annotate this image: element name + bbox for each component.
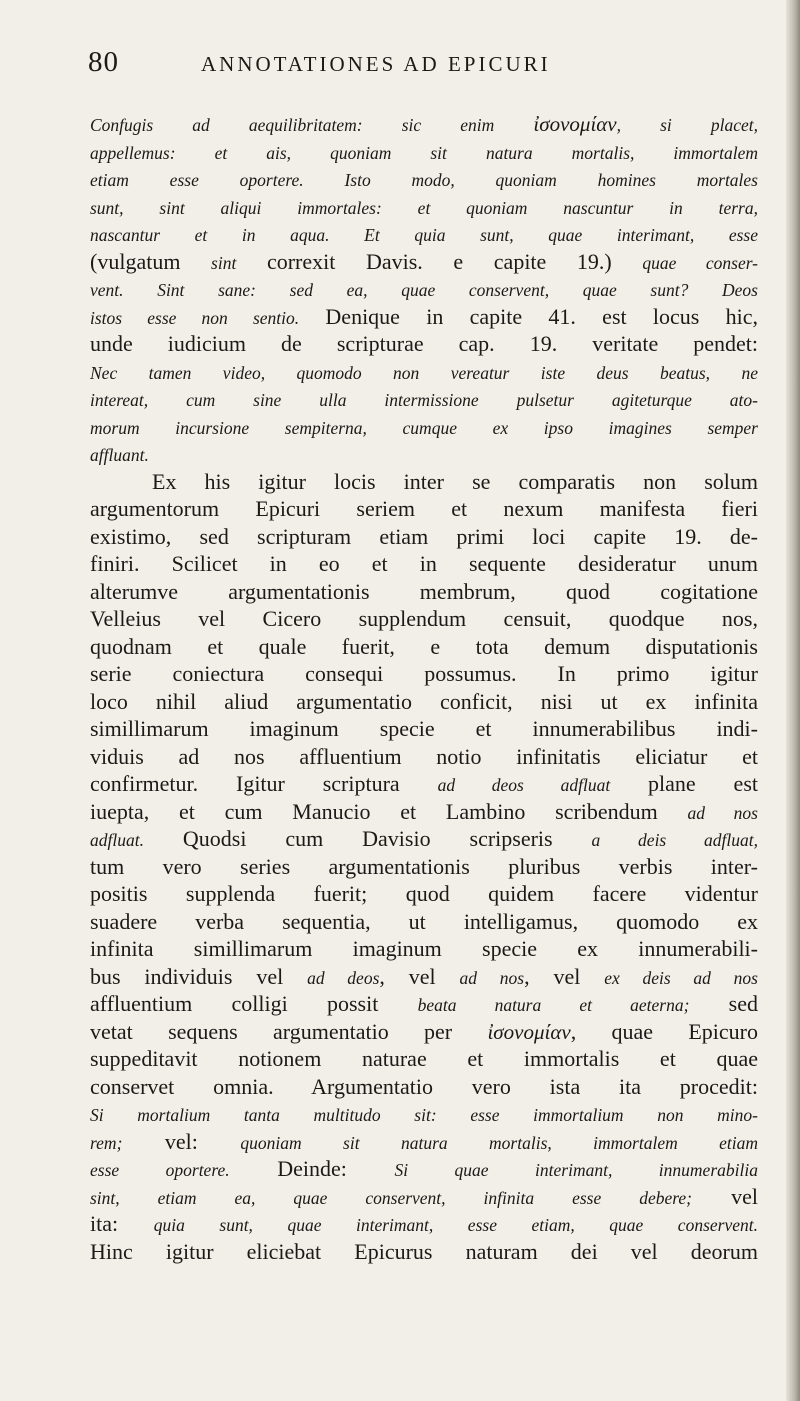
- text-line: [90, 138, 758, 166]
- italic-segment: a deis adfluat,: [591, 830, 758, 850]
- italic-segment: affluant.: [90, 445, 149, 465]
- text-segment: simillimarum imaginum specie et innumerabilibus indi-: [90, 716, 758, 741]
- italic-segment: ex deis ad nos: [604, 967, 758, 988]
- italic-segment: Confugis ad aequilibritatem: sic enim: [90, 115, 534, 135]
- text-segment: (vulgatum: [90, 248, 212, 274]
- text-line: [90, 303, 758, 331]
- text-line: [90, 605, 758, 633]
- italic-segment: etiam esse oportere. Isto modo, quoniam homines mortales: [90, 170, 758, 190]
- text-line: [90, 1045, 758, 1073]
- text-line: [90, 880, 758, 908]
- italic-segment: nascantur et in aqua. Et quia sunt, quae interimant, esse: [90, 225, 758, 245]
- text-line: [90, 468, 758, 496]
- text-line: [90, 413, 758, 441]
- text-line: [90, 908, 758, 936]
- text-line: [90, 660, 758, 688]
- text-line: [90, 743, 758, 771]
- text-segment: bus individuis vel: [90, 963, 308, 989]
- italic-segment: sunt, sint aliqui immortales: et quoniam nascuntur in terra,: [90, 197, 758, 218]
- text-line: [90, 853, 758, 881]
- italic-segment: rem;: [90, 1132, 123, 1153]
- italic-segment: ad deos adfluat: [437, 775, 611, 795]
- text-line: [90, 523, 758, 551]
- italic-segment: , si placet,: [616, 115, 758, 135]
- text-segment: conservet omnia. Argumentatio vero ista ita procedit:: [90, 1073, 758, 1099]
- text-segment: viduis ad nos affluentium notio infinitatis eliciatur et: [90, 743, 758, 769]
- text-line: [90, 495, 758, 523]
- text-segment: suppeditavit notionem naturae et immortalis et quae: [90, 1046, 758, 1071]
- text-segment: Quodsi cum Davisio scripseris: [143, 826, 592, 851]
- text-line: [90, 1210, 758, 1238]
- text-segment: serie coniectura consequi possumus. In primo igitur: [90, 661, 758, 686]
- text-line: [90, 550, 758, 578]
- text-segment: confirmetur. Igitur scriptura: [90, 771, 438, 796]
- italic-segment: ad nos: [459, 967, 525, 988]
- text-line: [90, 633, 758, 661]
- text-segment: iuepta, et cum Manucio et Lambino scribendum: [90, 798, 688, 824]
- text-line: [90, 770, 758, 798]
- text-segment: alterumve argumentationis membrum, quod cogitatione: [90, 578, 758, 604]
- text-line: [90, 1155, 758, 1183]
- italic-segment: sint, etiam ea, quae conservent, infinita esse debere;: [90, 1187, 692, 1208]
- text-segment: infinita simillimarum imaginum specie ex innumerabili-: [90, 936, 758, 961]
- text-line: [90, 165, 758, 193]
- text-line: [90, 358, 758, 386]
- text-line: [90, 825, 758, 853]
- italic-segment: beata natura et aeterna;: [417, 995, 690, 1015]
- text-segment: sed: [689, 991, 759, 1016]
- text-line: [90, 440, 758, 468]
- italic-segment: istos esse non sentio.: [90, 307, 300, 328]
- text-line: [90, 193, 758, 221]
- text-segment: Denique in capite 41. est locus hic,: [299, 303, 758, 329]
- text-line: [90, 248, 758, 276]
- page-number: 80: [88, 46, 119, 78]
- text-segment: , vel: [379, 963, 460, 989]
- body-text: [90, 110, 758, 1265]
- text-line: [90, 578, 758, 606]
- greek-word: ἰσονομίαν: [533, 112, 617, 136]
- italic-segment: sint: [211, 252, 237, 273]
- text-segment: ita:: [90, 1211, 154, 1236]
- italic-segment: quoniam sit natura mortalis, immortalem etiam: [240, 1132, 758, 1153]
- text-segment: , quae Epicuro: [570, 1018, 758, 1044]
- greek-word: ἰσονομίαν: [487, 1019, 571, 1044]
- italic-segment: vent. Sint sane: sed ea, quae conservent, quae sunt? Deos: [90, 280, 758, 300]
- text-segment: vetat sequens argumentatio per: [90, 1018, 488, 1044]
- text-segment: correxit Davis. e capite 19.): [236, 248, 643, 274]
- text-line: [90, 935, 758, 963]
- text-line: [90, 1238, 758, 1266]
- text-line: [90, 798, 758, 826]
- text-line: [90, 1128, 758, 1156]
- italic-segment: Nec tamen video, quomodo non vereatur iste deus beatus, ne: [90, 362, 758, 383]
- text-segment: plane est: [610, 771, 758, 796]
- text-segment: Velleius vel Cicero supplendum censuit, quodque nos,: [90, 606, 758, 631]
- text-segment: argumentorum Epicuri seriem et nexum manifesta fieri: [90, 496, 758, 521]
- text-line: [90, 1018, 758, 1046]
- text-segment: quodnam et quale fuerit, e tota demum disputationis: [90, 633, 758, 659]
- italic-segment: intereat, cum sine ulla intermissione pulsetur agiteturque ato-: [90, 390, 758, 410]
- text-line: [90, 1073, 758, 1101]
- text-line: [90, 715, 758, 743]
- text-line: [90, 385, 758, 413]
- text-line: [90, 963, 758, 991]
- text-segment: unde iudicium de scripturae cap. 19. veritate pendet:: [90, 331, 758, 356]
- page-header: [88, 46, 748, 86]
- text-line: [90, 1100, 758, 1128]
- text-line: [90, 330, 758, 358]
- italic-segment: ad deos: [307, 967, 380, 988]
- page-edge-shadow: [786, 0, 800, 1401]
- text-line: [90, 275, 758, 303]
- text-line: [90, 688, 758, 716]
- text-segment: vel: [692, 1183, 758, 1209]
- text-line: [90, 220, 758, 248]
- text-line: [90, 1183, 758, 1211]
- italic-segment: appellemus: et ais, quoniam sit natura mortalis, immortalem: [90, 142, 758, 163]
- text-segment: vel:: [122, 1128, 241, 1154]
- text-segment: positis supplenda fuerit; quod quidem facere videntur: [90, 881, 758, 906]
- text-segment: finiri. Scilicet in eo et in sequente desideratur unum: [90, 551, 758, 576]
- text-segment: suadere verba sequentia, ut intelligamus, quomodo ex: [90, 908, 758, 934]
- italic-segment: quia sunt, quae interimant, esse etiam, quae conservent.: [153, 1215, 758, 1235]
- text-line: [90, 110, 758, 138]
- italic-segment: Si quae interimant, innumerabilia: [394, 1160, 758, 1180]
- italic-segment: adfluat.: [90, 830, 144, 850]
- italic-segment: esse oportere.: [90, 1160, 230, 1180]
- text-segment: Deinde:: [229, 1156, 395, 1181]
- text-segment: Ex his igitur locis inter se comparatis non solum: [152, 468, 758, 494]
- italic-segment: Si mortalium tanta multitudo sit: esse immortalium non mino-: [90, 1105, 758, 1125]
- text-segment: affluentium colligi possit: [90, 991, 418, 1016]
- text-segment: , vel: [524, 963, 605, 989]
- italic-segment: quae conser-: [642, 252, 758, 273]
- text-line: [90, 990, 758, 1018]
- text-segment: tum vero series argumentationis pluribus verbis inter-: [90, 853, 758, 879]
- text-segment: existimo, sed scripturam etiam primi loci capite 19. de-: [90, 523, 758, 549]
- italic-segment: morum incursione sempiterna, cumque ex ipso imagines semper: [90, 417, 758, 438]
- running-title: ANNOTATIONES AD EPICURI: [201, 52, 551, 76]
- text-segment: Hinc igitur eliciebat Epicurus naturam dei vel deorum: [90, 1238, 758, 1264]
- text-segment: loco nihil aliud argumentatio conficit, nisi ut ex infinita: [90, 688, 758, 714]
- italic-segment: ad nos: [687, 802, 758, 823]
